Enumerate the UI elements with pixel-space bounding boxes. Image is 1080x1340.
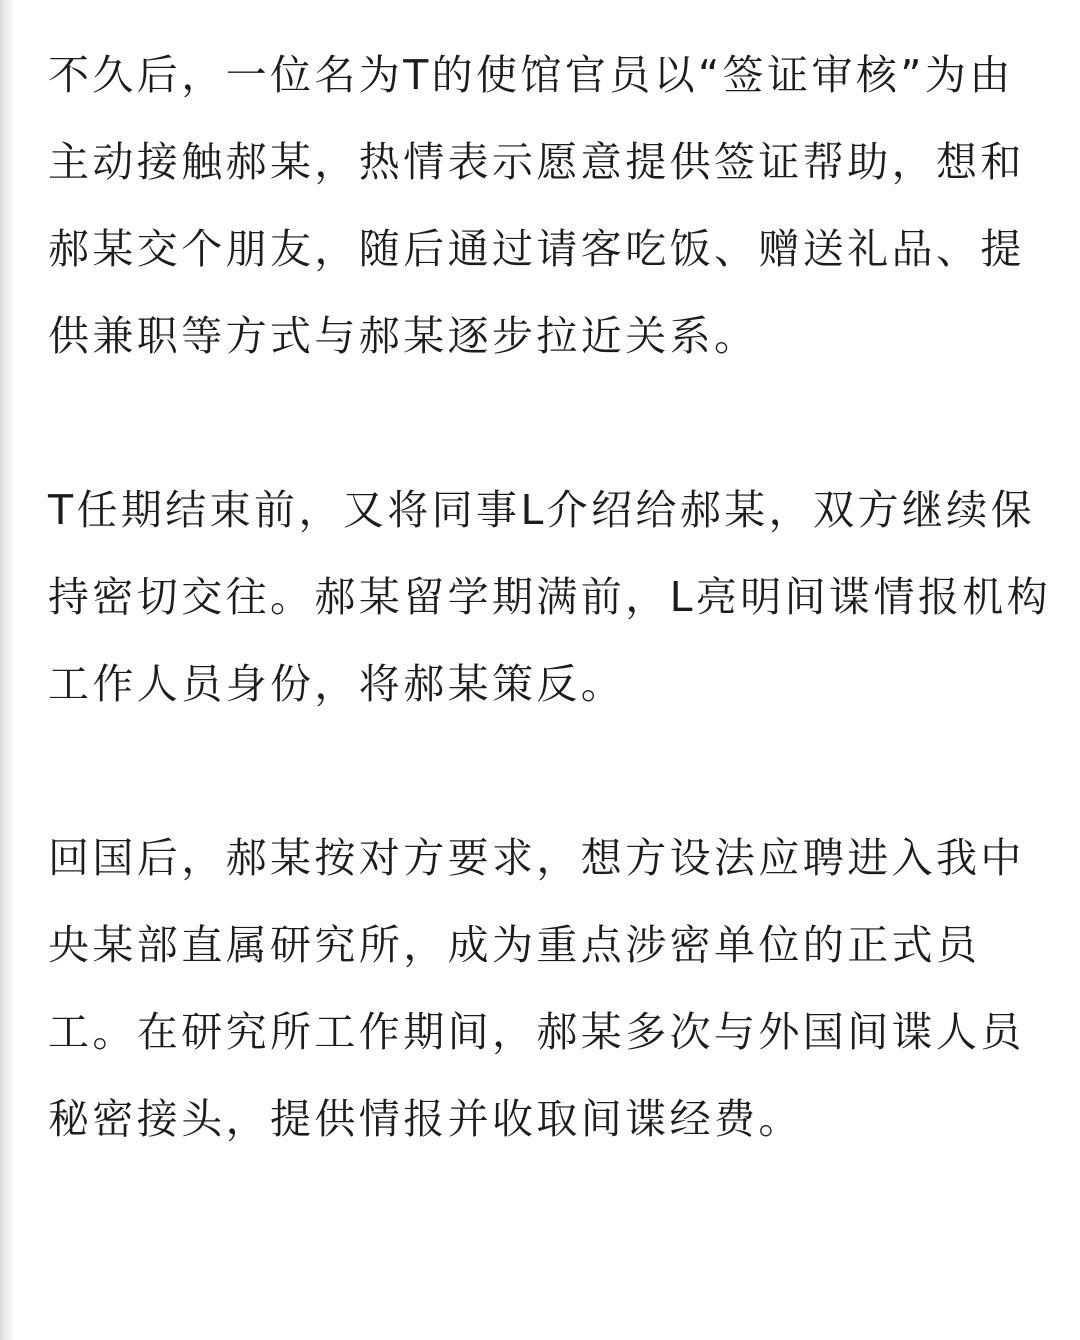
- paragraph-recruitment: T任期结束前，又将同事L介绍给郝某，双方继续保持密切交往。郝某留学期满前，L亮明间谍情报机构工作人员身份，将郝某策反。: [48, 486, 1052, 708]
- scroll-edge-shadow: [0, 0, 14, 1340]
- paragraph-spacer: [48, 728, 1058, 815]
- paragraph-espionage: 回国后，郝某按对方要求，想方设法应聘进入我中央某部直属研究所，成为重点涉密单位的正式员工。在研究所工作期间，郝某多次与外国间谍人员秘密接头，提供情报并收取间谍经费。: [48, 834, 1025, 1143]
- article-body: [48, 32, 1058, 1163]
- paragraph-spacer: [48, 380, 1058, 467]
- paragraph-visa-contact: 不久后，一位名为T的使馆官员以“签证审核”为由主动接触郝某，热情表示愿意提供签证帮助，想和郝某交个朋友，随后通过请客吃饭、赠送礼品、提供兼职等方式与郝某逐步拉近关系。: [48, 51, 1025, 360]
